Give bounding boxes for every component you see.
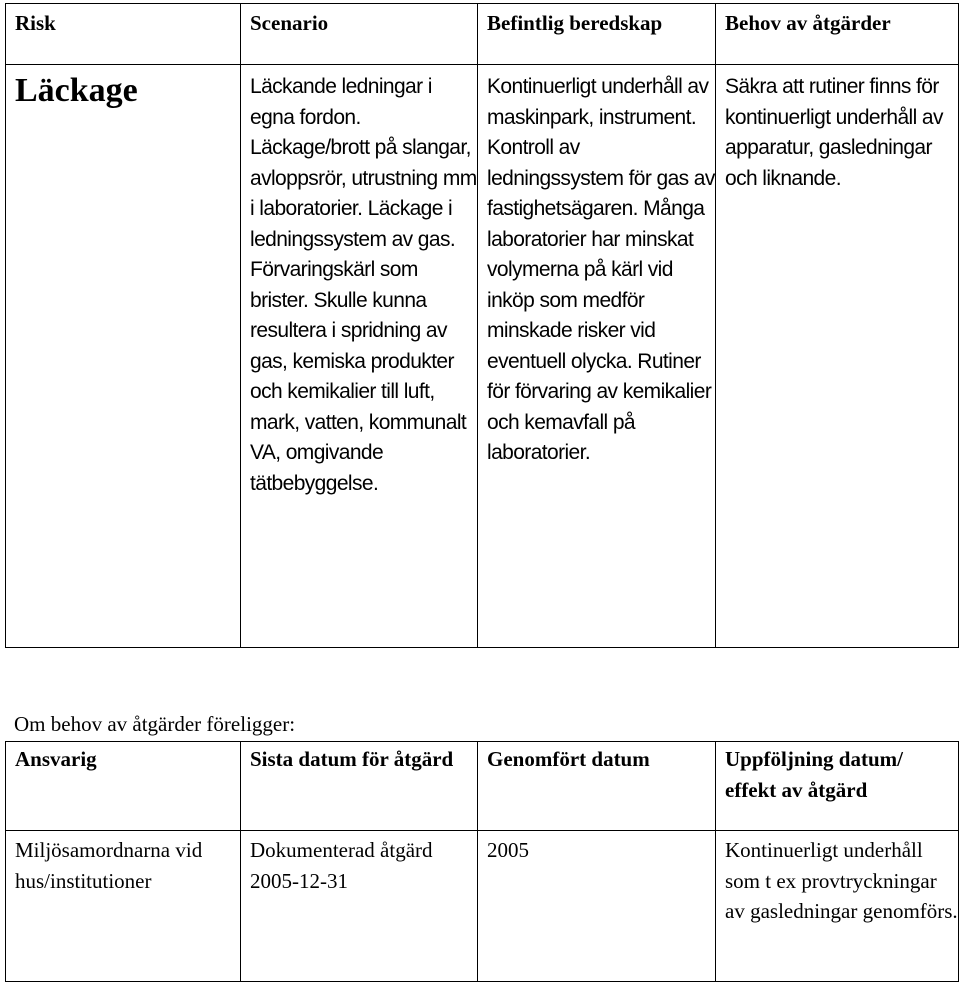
table-row <box>6 65 959 648</box>
cell-existing-preparedness: Kontinuerligt underhåll av maskinpark, instrument. Kontroll av ledningssystem för gas av fastighetsägaren. Många laboratorier har minskat volymerna på kärl vid inköp som medför minskade risker vid eventuell olycka. Rutiner för förvaring av kemikalier och kemavfall på laboratorier. <box>478 65 716 648</box>
cell-completed-date: 2005 <box>478 831 716 982</box>
cell-responsible: Miljösamordnarna vid hus/institutioner <box>6 831 241 982</box>
table-row <box>6 831 959 982</box>
cell-deadline: Dokumenterad åtgärd 2005-12-31 <box>241 831 478 982</box>
header-completed-date: Genomfört datum <box>478 742 716 831</box>
risk-table <box>5 3 959 648</box>
cell-followup: Kontinuerligt underhåll som t ex provtryckningar av gasledningar genomförs. <box>716 831 959 982</box>
followup-section-title: Om behov av åtgärder föreligger: <box>14 712 296 736</box>
header-deadline: Sista datum för åtgärd <box>241 742 478 831</box>
header-followup: Uppföljning datum/ effekt av åtgärd <box>716 742 959 831</box>
followup-table <box>5 741 959 982</box>
header-responsible: Ansvarig <box>6 742 241 831</box>
risk-table-header-row <box>6 4 959 65</box>
header-scenario: Scenario <box>241 4 478 65</box>
cell-scenario: Läckande ledningar i egna fordon. Läckage/brott på slangar, avloppsrör, utrustning mm i laboratorier. Läckage i ledningssystem av gas. Förvaringskärl som brister. Skulle kunna resultera i spridning av gas, kemiska produkter och kemikalier till luft, mark, vatten, kommunalt VA, omgivande tätbebyggelse. <box>241 65 478 648</box>
cell-risk-name: Läckage <box>6 65 241 648</box>
header-needed-actions: Behov av åtgärder <box>716 4 959 65</box>
header-risk: Risk <box>6 4 241 65</box>
followup-table-header-row <box>6 742 959 831</box>
cell-needed-actions: Säkra att rutiner finns för kontinuerligt underhåll av apparatur, gasledningar och liknande. <box>716 65 959 648</box>
header-existing-preparedness: Befintlig beredskap <box>478 4 716 65</box>
